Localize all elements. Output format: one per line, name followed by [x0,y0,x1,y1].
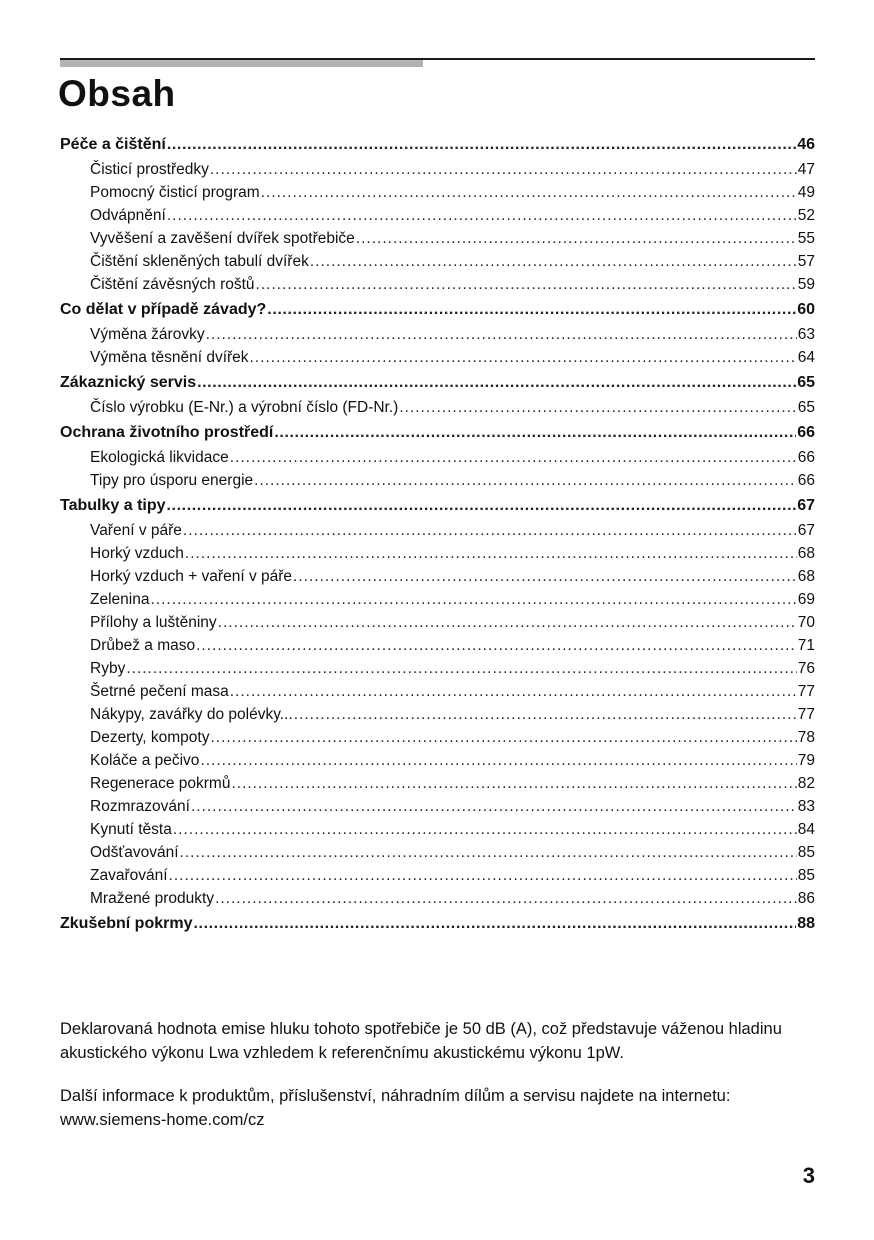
toc-dot-leader [126,657,796,680]
toc-section-entry[interactable] [60,369,815,396]
toc-entry-page: 83 [797,798,815,815]
toc-entry-page: 86 [797,890,815,907]
toc-dot-leader [191,795,797,818]
toc-dot-leader [215,887,797,910]
toc-dot-leader [180,841,797,864]
toc-entry-label: Tipy pro úsporu energie [90,472,254,489]
toc-entry-label: Vaření v páře [90,522,182,539]
toc-entry-page: 67 [797,497,815,514]
toc-entry-label: Co dělat v případě závady? [60,301,267,318]
toc-dot-leader [150,588,796,611]
toc-entry[interactable] [60,726,815,749]
toc-entry-page: 66 [797,424,815,441]
toc-entry-label: Horký vzduch [90,545,184,562]
toc-entry[interactable] [60,634,815,657]
toc-entry-page: 68 [797,545,815,562]
toc-entry-label: Mražené produkty [90,890,215,907]
toc-entry-page: 49 [797,184,815,201]
toc-entry-page: 65 [797,374,815,391]
toc-entry-page: 55 [797,230,815,247]
toc-entry-label: Zkušební pokrmy [60,915,193,932]
toc-dot-leader [185,542,797,565]
toc-entry[interactable] [60,273,815,296]
toc-entry[interactable] [60,841,815,864]
toc-entry[interactable] [60,542,815,565]
toc-entry[interactable] [60,519,815,542]
toc-entry[interactable] [60,227,815,250]
toc-dot-leader [230,446,797,469]
toc-dot-leader [230,680,797,703]
toc-entry-label: Zelenina [90,591,150,608]
toc-entry-page: 70 [797,614,815,631]
toc-dot-leader [210,726,796,749]
toc-section-entry[interactable] [60,419,815,446]
toc-entry[interactable] [60,323,815,346]
toc-entry[interactable] [60,396,815,419]
toc-entry-page: 52 [797,207,815,224]
toc-dot-leader [356,227,797,250]
toc-entry-page: 66 [797,472,815,489]
toc-entry[interactable] [60,680,815,703]
toc-entry-label: Koláče a pečivo [90,752,200,769]
toc-entry-label: Pomocný čisticí program [90,184,260,201]
toc-dot-leader [183,519,797,542]
toc-entry-page: 59 [797,276,815,293]
toc-section-entry[interactable] [60,296,815,323]
toc-dot-leader [310,250,797,273]
toc-dot-leader [210,158,797,181]
toc-section-entry[interactable] [60,131,815,158]
toc-entry-page: 60 [797,301,815,318]
toc-entry-page: 64 [797,349,815,366]
toc-dot-leader [218,611,797,634]
toc-entry-page: 63 [797,326,815,343]
toc-entry-label: Výměna žárovky [90,326,205,343]
toc-dot-leader [197,369,796,396]
toc-entry-page: 47 [797,161,815,178]
toc-entry[interactable] [60,446,815,469]
toc-entry-label: Ekologická likvidace [90,449,229,466]
toc-entry-page: 67 [797,522,815,539]
toc-entry-page: 65 [797,399,815,416]
toc-entry-label: Odvápnění [90,207,166,224]
toc-entry[interactable] [60,864,815,887]
toc-entry-page: 77 [797,683,815,700]
toc-dot-leader [274,419,796,446]
toc-entry-page: 57 [797,253,815,270]
toc-entry[interactable] [60,346,815,369]
page-number: 3 [802,1163,815,1188]
toc-section-entry[interactable] [60,492,815,519]
toc-entry-label: Šetrné pečení masa [90,683,229,700]
toc-entry-label: Nákypy, zavářky do polévky... [90,706,293,723]
toc-entry-label: Číslo výrobku (E-Nr.) a výrobní číslo (FD-Nr.) [90,399,399,416]
toc-entry-label: Odšťavování [90,844,179,861]
more-info-text: Další informace k produktům, příslušenství, náhradním dílům a servisu najdete na internetu: www.siemens-home.com/cz [60,1087,731,1129]
toc-entry-label: Drůbež a maso [90,637,196,654]
toc-entry-label: Ochrana životního prostředí [60,424,274,441]
toc-entry[interactable] [60,588,815,611]
toc-dot-leader [193,910,796,937]
toc-entry[interactable] [60,565,815,588]
toc-entry-label: Rozmrazování [90,798,190,815]
toc-dot-leader [261,181,797,204]
toc-dot-leader [256,273,797,296]
toc-entry-label: Horký vzduch + vaření v páře [90,568,293,585]
toc-section-entry[interactable] [60,910,815,937]
table-of-contents [60,131,815,937]
toc-entry-label: Čisticí prostředky [90,161,209,178]
toc-entry[interactable] [60,818,815,841]
toc-dot-leader [267,296,796,323]
toc-dot-leader [167,204,797,227]
toc-entry-label: Výměna těsnění dvířek [90,349,249,366]
toc-entry[interactable] [60,657,815,680]
toc-entry-page: 71 [797,637,815,654]
toc-entry-label: Zavařování [90,867,168,884]
toc-entry-page: 66 [797,449,815,466]
toc-dot-leader [169,864,797,887]
toc-entry-page: 82 [797,775,815,792]
toc-dot-leader [399,396,796,419]
toc-entry-label: Zákaznický servis [60,374,197,391]
toc-entry-page: 69 [797,591,815,608]
toc-entry[interactable] [60,469,815,492]
toc-entry[interactable] [60,204,815,227]
toc-dot-leader [173,818,797,841]
toc-entry-page: 88 [797,915,815,932]
toc-entry-label: Kynutí těsta [90,821,172,838]
toc-dot-leader [250,346,797,369]
toc-entry[interactable] [60,887,815,910]
toc-entry[interactable] [60,772,815,795]
toc-entry[interactable] [60,611,815,634]
toc-entry-label: Tabulky a tipy [60,497,166,514]
toc-entry-label: Regenerace pokrmů [90,775,231,792]
toc-entry-page: 78 [797,729,815,746]
toc-dot-leader [231,772,796,795]
toc-entry-page: 77 [797,706,815,723]
toc-entry-label: Vyvěšení a zavěšení dvířek spotřebiče [90,230,355,247]
toc-entry-page: 68 [797,568,815,585]
toc-entry[interactable] [60,795,815,818]
toc-entry-page: 46 [797,136,815,153]
toc-entry-page: 79 [797,752,815,769]
toc-dot-leader [196,634,797,657]
toc-entry[interactable] [60,250,815,273]
toc-entry-label: Čištění skleněných tabulí dvířek [90,253,309,270]
toc-entry-label: Péče a čištění [60,136,166,153]
noise-declaration: Deklarovaná hodnota emise hluku tohoto spotřebiče je 50 dB (A), což představuje váženou hladinu akustického výkonu Lwa vzhledem k referenčnímu akustickému výkonu 1pW. [60,1020,782,1062]
page-title: Obsah [58,73,176,114]
toc-dot-leader [294,703,797,726]
toc-dot-leader [200,749,796,772]
toc-entry-label: Dezerty, kompoty [90,729,210,746]
toc-entry-label: Přílohy a luštěniny [90,614,217,631]
toc-entry[interactable] [60,181,815,204]
toc-dot-leader [167,492,797,519]
toc-dot-leader [206,323,797,346]
toc-entry-page: 85 [797,867,815,884]
toc-entry-label: Ryby [90,660,126,677]
header-grey-bar [60,60,423,67]
toc-dot-leader [167,131,796,158]
toc-entry[interactable] [60,749,815,772]
toc-entry[interactable] [60,158,815,181]
toc-dot-leader [254,469,797,492]
toc-dot-leader [293,565,797,588]
toc-entry-page: 84 [797,821,815,838]
toc-entry-page: 85 [797,844,815,861]
toc-entry-page: 76 [797,660,815,677]
toc-entry[interactable] [60,703,815,726]
toc-entry-label: Čištění závěsných roštů [90,276,255,293]
header-rule [60,58,815,68]
